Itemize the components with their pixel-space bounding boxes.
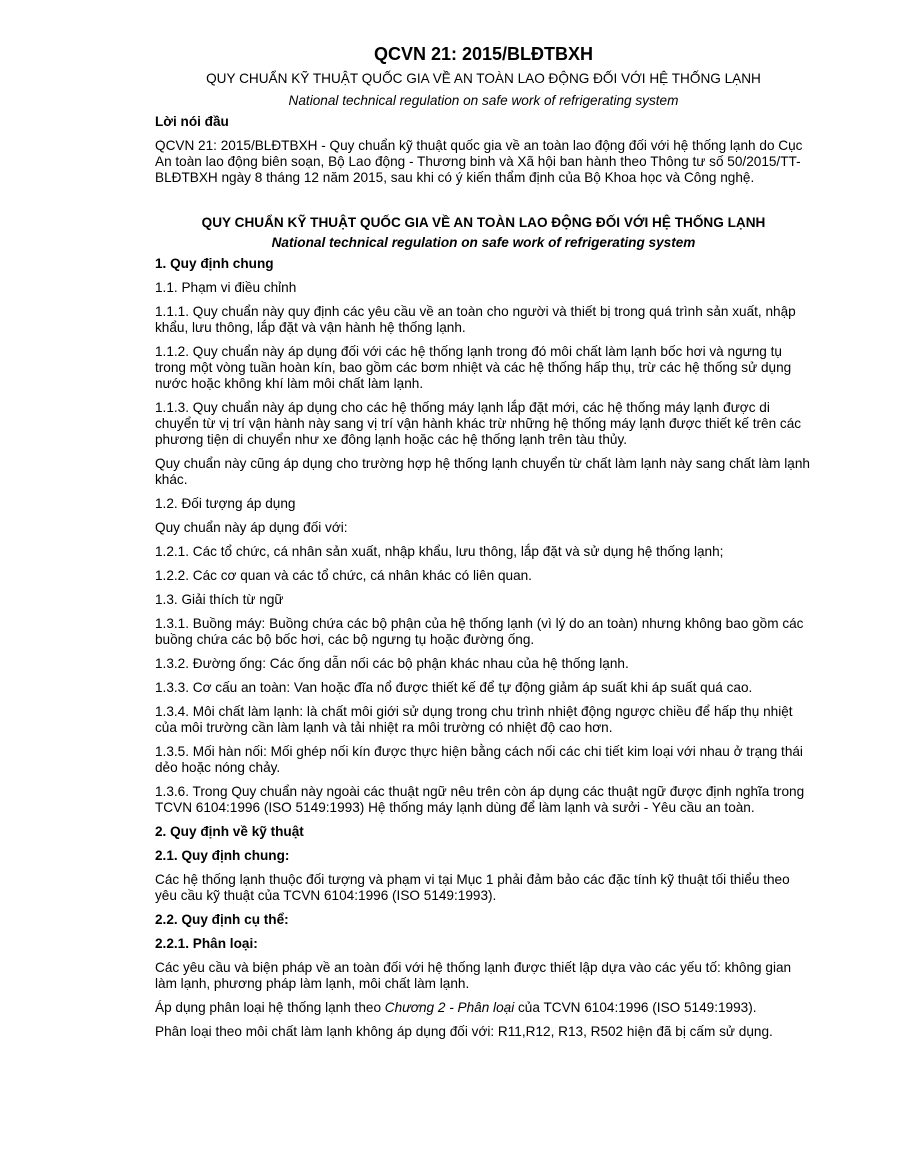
paragraph-1-2-2: 1.2.2. Các cơ quan và các tổ chức, cá nhân khác có liên quan.	[155, 568, 532, 583]
foreword-text: QCVN 21: 2015/BLĐTBXH - Quy chuẩn kỹ thuật quốc gia về an toàn lao động đối với hệ thống lạnh do Cục An toàn lao động biên soạn, Bộ Lao động - Thương binh và Xã hội ban hành theo Thông tư số 50/2015/TT-BLĐTBXH ngày 8 tháng 12 năm 2015, sau khi có ý kiến thẩm định của Bộ Khoa học và Công nghệ.	[155, 138, 803, 185]
paragraph-1-3-6: 1.3.6. Trong Quy chuẩn này ngoài các thuật ngữ nêu trên còn áp dụng các thuật ngữ được định nghĩa trong TCVN 6104:1996 (ISO 5149:1993) Hệ thống máy lạnh dùng để làm lạnh và sưởi - Yêu cầu an toàn.	[155, 784, 805, 815]
paragraph-1-2-intro: Quy chuẩn này áp dụng đối với:	[155, 520, 348, 535]
paragraph-1-1-4: Quy chuẩn này cũng áp dụng cho trường hợp hệ thống lạnh chuyển từ chất làm lạnh này sang chất làm lạnh khác.	[155, 456, 810, 487]
section-1-1-heading: 1.1. Phạm vi điều chỉnh	[155, 280, 297, 295]
paragraph-2-2-1b	[155, 1000, 812, 1016]
document-title-vi: QUY CHUẨN KỸ THUẬT QUỐC GIA VỀ AN TOÀN LAO ĐỘNG ĐỐI VỚI HỆ THỐNG LẠNH	[206, 71, 761, 86]
paragraph-1-3-1: 1.3.1. Buồng máy: Buồng chứa các bộ phận của hệ thống lạnh (vì lý do an toàn) nhưng không bao gồm các buồng chứa các bộ bốc hơi, các bộ ngưng tụ hoặc đường ống.	[155, 616, 804, 647]
paragraph-1-3-2: 1.3.2. Đường ống: Các ống dẫn nối các bộ phận khác nhau của hệ thống lạnh.	[155, 656, 629, 671]
section-1-2-heading: 1.2. Đối tượng áp dụng	[155, 496, 296, 511]
paragraph-1-1-2: 1.1.2. Quy chuẩn này áp dụng đối với các hệ thống lạnh trong đó môi chất làm lạnh bốc hơi và ngưng tụ trong một vòng tuần hoàn kín, bao gồm các bơm nhiệt và các hệ thống hấp thụ, trừ các hệ thống sử dụng nước hoặc không khí làm môi chất làm lạnh.	[155, 344, 792, 391]
paragraph-1-1-3: 1.1.3. Quy chuẩn này áp dụng cho các hệ thống máy lạnh lắp đặt mới, các hệ thống máy lạnh được di chuyển từ vị trí vận hành này sang vị trí vận hành khác trừ những hệ thống máy lạnh được thiết kế trên các phương tiện di chuyển như xe đông lạnh hoặc các hệ thống lạnh trên tàu thủy.	[155, 400, 802, 447]
paragraph-2-2-1b-pre: Áp dụng phân loại hệ thống lạnh theo	[155, 1000, 385, 1015]
section-1-3-heading: 1.3. Giải thích từ ngữ	[155, 592, 284, 607]
body-title-vi: QUY CHUẨN KỸ THUẬT QUỐC GIA VỀ AN TOÀN LAO ĐỘNG ĐỐI VỚI HỆ THỐNG LẠNH	[201, 215, 766, 230]
section-2-heading: 2. Quy định về kỹ thuật	[155, 824, 304, 839]
document-code: QCVN 21: 2015/BLĐTBXH	[373, 44, 594, 64]
document-title-en: National technical regulation on safe work of refrigerating system	[288, 93, 679, 108]
body-title-en: National technical regulation on safe work of refrigerating system	[271, 235, 696, 250]
paragraph-1-3-4: 1.3.4. Môi chất làm lạnh: là chất môi giới sử dụng trong chu trình nhiệt động ngược chiều để hấp thụ nhiệt của môi trường cần làm lạnh và tải nhiệt ra môi trường có nhiệt độ cao hơn.	[155, 704, 793, 735]
section-2-2-heading: 2.2. Quy định cụ thể:	[155, 912, 289, 927]
spacer	[155, 194, 812, 215]
paragraph-2-2-1a: Các yêu cầu và biện pháp về an toàn đối với hệ thống lạnh được thiết lập dựa vào các yếu tố: không gian làm lạnh, phương pháp làm lạnh, môi chất làm lạnh.	[155, 960, 792, 991]
paragraph-2-2-1b-post: của TCVN 6104:1996 (ISO 5149:1993).	[514, 1000, 757, 1015]
paragraph-1-3-3: 1.3.3. Cơ cấu an toàn: Van hoặc đĩa nổ được thiết kế để tự động giảm áp suất khi áp suất quá cao.	[155, 680, 753, 695]
paragraph-2-1: Các hệ thống lạnh thuộc đối tượng và phạm vi tại Mục 1 phải đảm bảo các đặc tính kỹ thuật tối thiểu theo yêu cầu kỹ thuật của TCVN 6104:1996 (ISO 5149:1993).	[155, 872, 790, 903]
paragraph-1-2-1: 1.2.1. Các tổ chức, cá nhân sản xuất, nhập khẩu, lưu thông, lắp đặt và sử dụng hệ thống lạnh;	[155, 544, 724, 559]
foreword-heading: Lời nói đầu	[155, 114, 229, 129]
paragraph-1-1-1: 1.1.1. Quy chuẩn này quy định các yêu cầu về an toàn cho người và thiết bị trong quá trình sản xuất, nhập khẩu, lưu thông, lắp đặt và vận hành hệ thống lạnh.	[155, 304, 796, 335]
chapter-reference: Chương 2 - Phân loại	[384, 1000, 515, 1015]
paragraph-2-2-1c: Phân loại theo môi chất làm lạnh không áp dụng đối với: R11,R12, R13, R502 hiện đã bị cấm sử dụng.	[155, 1024, 773, 1039]
section-2-1-heading: 2.1. Quy định chung:	[155, 848, 290, 863]
section-2-2-1-heading: 2.2.1. Phân loại:	[155, 936, 258, 951]
section-1-heading: 1. Quy định chung	[155, 256, 274, 271]
paragraph-1-3-5: 1.3.5. Mối hàn nối: Mối ghép nối kín được thực hiện bằng cách nối các chi tiết kim loại với nhau ở trạng thái dẻo hoặc nóng chảy.	[155, 744, 803, 775]
